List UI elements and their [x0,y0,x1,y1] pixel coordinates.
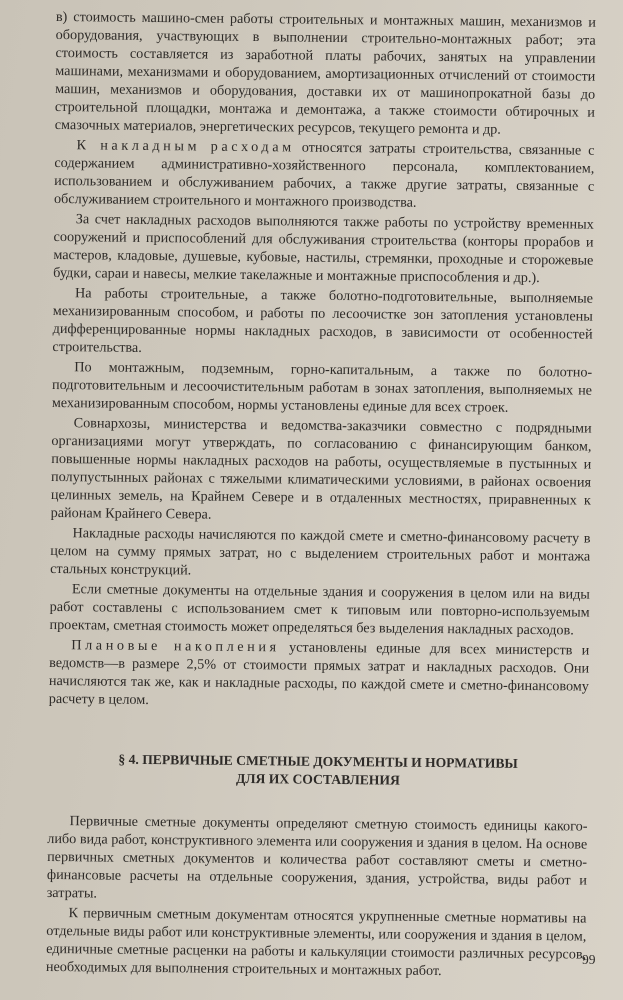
paragraph-standard-designs: Если сметные документы на отдельные здания и сооружения в целом или на виды работ составлены с использованием смет к типовым или повторно-используемым проектам, сметная стоимость может определяться без выделения накладных расходов. [49,581,590,639]
paragraph-overhead-definition [54,136,595,214]
section-heading-line-2: ДЛЯ ИХ СОСТАВЛЕНИЯ [235,770,400,788]
paragraph-differentiated-norms: На работы строительные, а также болотно-подготовительные, выполняемые механизированным способом, и работы по лесоочистке зон затопления установлены дифференцированные нормы накладных расходов, в зависимости от особенностей строительства. [52,285,594,356]
paragraph-accrual: Накладные расходы начисляются по каждой смете и сметно-финансовому расчету в целом на сумму прямых затрат, но с выделением строительных работ и монтажа стальных конструкций. [50,525,591,579]
paragraph-primary-documents: Первичные сметные документы определяют сметную стоимость единицы какого-либо вида работ, конструктивного элемента или сооружения и здания в целом. На основе первичных сметных документов и количества работ составляют сметы и сметно-финансовые расчеты на отдельные сооружения, здания, устройства, виды работ и затраты. [46,813,588,902]
section-heading [48,750,588,792]
paragraph-planned-savings-text: установлены единые для всех министерств и ведомств—в размере 2,5% от стоимости прямых затрат и накладных расходов. Они начисляются так же, как и накладные расходы, по каждой смете и сметно-финансовому расчету в целом. [48,639,590,709]
book-page [46,8,596,982]
spaced-term-planned-savings: Плановые накопления [71,637,280,656]
paragraph-increased-norms: Совнархозы, министерства и ведомства-заказчики совместно с подрядными организациями могут утверждать, по согласованию с финансирующим банком, повышенные нормы накладных расходов на работы, осуществляемые в пустынных и полупустынных районах с тяжелыми климатическими условиями, в районах освоения целинных земель, на Крайнем Севере и в отдаленных местностях, приравненных к районам Крайнего Севера. [50,415,592,523]
paragraph-primary-documents-list: К первичным сметным документам относятся укрупненные сметные нормативы на отдельные виды работ или конструктивные элементы, или сооружения и здания в целом, единичные сметные расценки на работы и калькуляции стоимости различных ресурсов, необходимых для выполнения строительных и монтажных работ. [45,905,587,980]
paragraph-machine-costs: в) стоимость машино-смен работы строительных и монтажных машин, механизмов и оборудования, участвующих в выполнении строительно-монтажных работ; эта стоимость составляется из заработной платы рабочих, занятых на управлении машинами, механизмами и оборудованием, амортизационных отчислений от стоимости машин, механизмов и оборудования, доставки их от машинопрокатной базы до строительной площадки, монтажа и демонтажа, а также стоимости обтирочных и смазочных материалов, энергетических ресурсов, текущего ремонта и др. [54,8,596,138]
paragraph-planned-savings [49,636,590,714]
page-number: 99 [582,952,596,967]
paragraph-overhead-definition-text: относятся затраты строительства, связанные с содержанием административно-хозяйственного персонала, комплектованием, использованием и обслуживанием рабочих, а также другие затраты, связанные с обслуживанием строительного и монтажного производства. [53,139,595,211]
spaced-term-overhead: К накладным расходам [76,137,295,156]
paragraph-temporary-structures: За счет накладных расходов выполняются также работы по устройству временных сооружений и приспособлений для обслуживания строительства (конторы прорабов и мастеров, кладовые, душевые, кубовые, настилы, стремянки, проходные и сторожевые будки, сараи и навесы, мелкие такелажные и монтажные приспособления и др.). [53,211,594,287]
section-heading-line-1: § 4. ПЕРВИЧНЫЕ СМЕТНЫЕ ДОКУМЕНТЫ И НОРМАТИВЫ [118,751,518,771]
paragraph-uniform-norms: По монтажным, подземным, горно-капитальным, а также по болотно-подготовительным и лесоочистительным работам в зонах затопления, выполняемых не механизированным способом, нормы установлены единые для всех строек. [51,359,593,416]
